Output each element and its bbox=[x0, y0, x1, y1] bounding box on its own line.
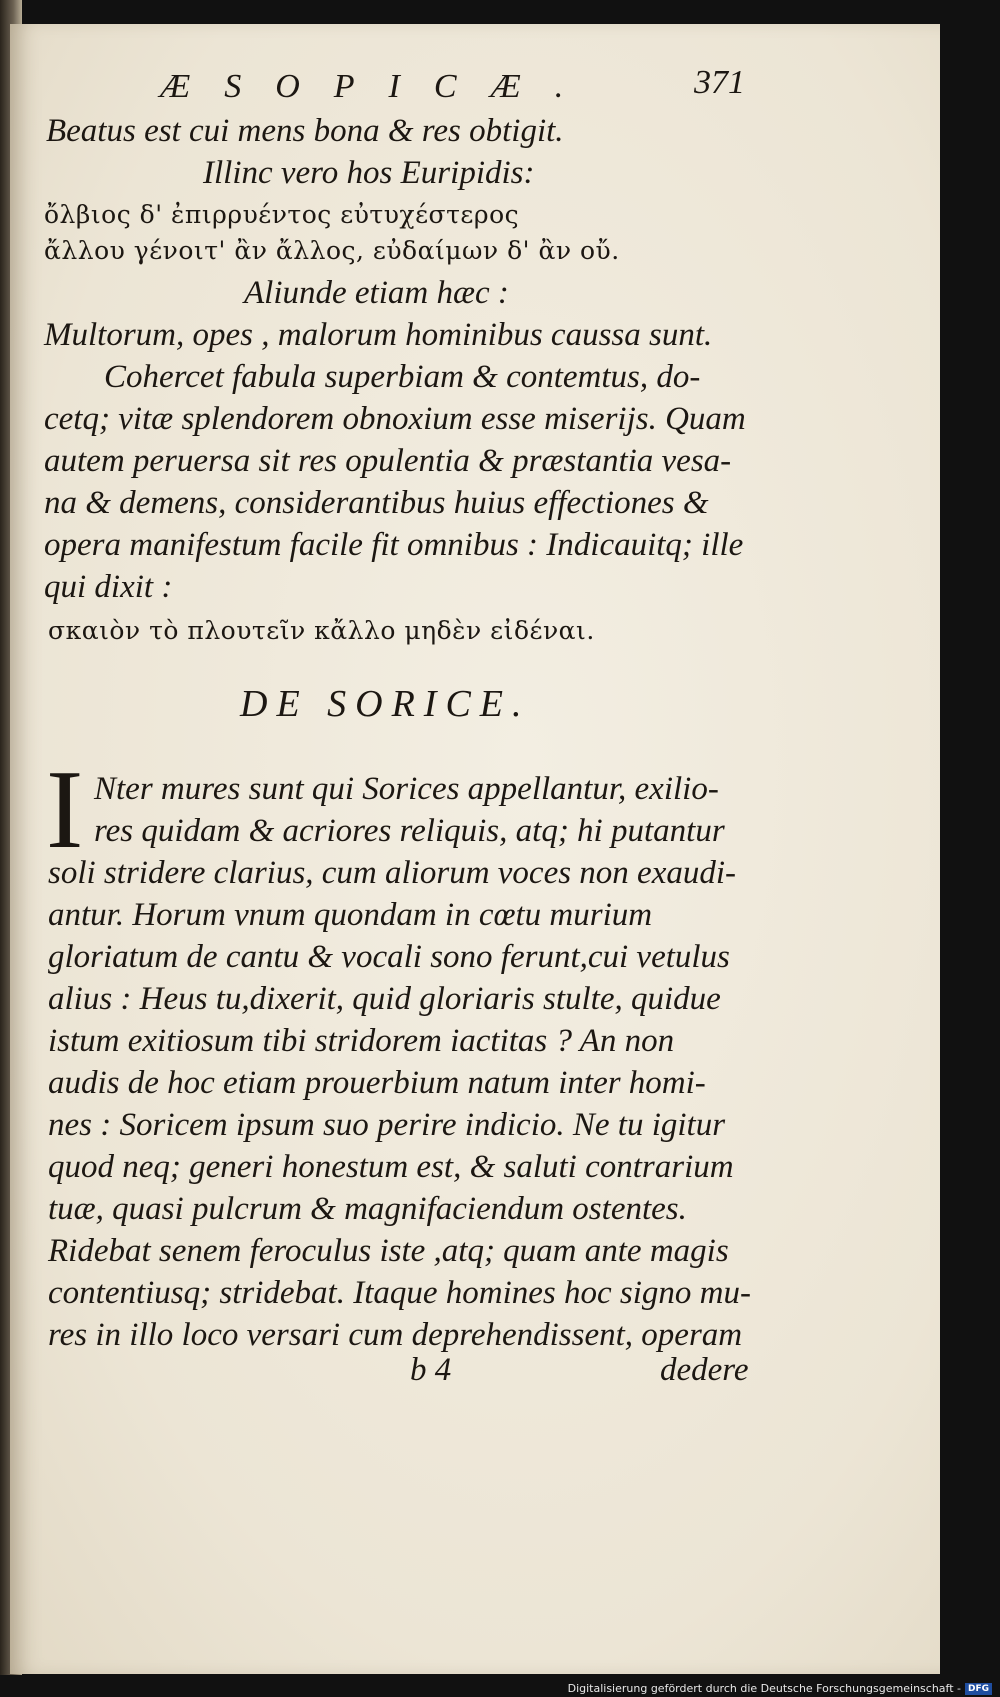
text-line: tuæ, quasi pulcrum & magnifaciendum ostentes. bbox=[48, 1191, 687, 1227]
text-line: soli stridere clarius, cum aliorum voces non exaudi- bbox=[48, 855, 737, 891]
text-line: cetq; vitæ splendorem obnoxium esse miserijs. Quam bbox=[44, 401, 746, 437]
text-line: opera manifestum facile fit omnibus : Indicauitq; ille bbox=[44, 527, 744, 563]
text-line: antur. Horum vnum quondam in cœtu murium bbox=[48, 897, 653, 933]
section-title: DE SORICE. bbox=[240, 683, 531, 725]
text-line: Ridebat senem feroculus iste ,atq; quam ante magis bbox=[48, 1233, 729, 1269]
digitization-credit bbox=[568, 1682, 992, 1695]
text-line: Illinc vero hos Euripidis: bbox=[203, 155, 535, 191]
greek-line: ἄλλου γένοιτ' ἂν ἄλλος, εὐδαίμων δ' ἂν οὔ. bbox=[44, 236, 620, 265]
text-line: gloriatum de cantu & vocali sono ferunt,cui vetulus bbox=[48, 939, 730, 975]
text-line: nes : Soricem ipsum suo perire indicio. Ne tu igitur bbox=[48, 1107, 726, 1143]
text-line: Aliunde etiam hæc : bbox=[244, 275, 509, 311]
text-line: autem peruersa sit res opulentia & præstantia vesa- bbox=[44, 443, 732, 479]
text-line: res in illo loco versari cum deprehendissent, operam bbox=[48, 1317, 743, 1353]
text-line: quod neq; generi honestum est, & saluti contrarium bbox=[48, 1149, 734, 1185]
page-number: 371 bbox=[694, 64, 745, 101]
text-line: qui dixit : bbox=[44, 569, 173, 605]
text-line: Cohercet fabula superbiam & contemtus, do- bbox=[104, 359, 701, 395]
greek-line: ὄλβιος δ' ἐπιρρυέντος εὐτυχέστερος bbox=[44, 200, 520, 229]
signature-mark: b 4 bbox=[410, 1352, 452, 1388]
text-line: contentiusq; stridebat. Itaque homines hoc signo mu- bbox=[48, 1275, 751, 1311]
credit-text: Digitalisierung gefördert durch die Deutsche Forschungsgemeinschaft - bbox=[567, 1682, 961, 1695]
catchword: dedere bbox=[660, 1352, 749, 1388]
text-line: audis de hoc etiam prouerbium natum inter homi- bbox=[48, 1065, 706, 1101]
text-line: alius : Heus tu,dixerit, quid gloriaris stulte, quidue bbox=[48, 981, 721, 1017]
text-line: res quidam & acriores reliquis, atq; hi putantur bbox=[94, 813, 725, 849]
text-line: Beatus est cui mens bona & res obtigit. bbox=[46, 113, 564, 149]
text-line: Multorum, opes , malorum hominibus caussa sunt. bbox=[44, 317, 713, 353]
text-line: Nter mures sunt qui Sorices appellantur, exilio- bbox=[94, 771, 719, 807]
greek-line: σκαιὸν τὸ πλουτεῖν κἄλλο μηδὲν εἰδέναι. bbox=[48, 616, 595, 645]
drop-cap-initial: I bbox=[46, 748, 84, 872]
text-line: na & demens, considerantibus huius effectiones & bbox=[44, 485, 709, 521]
text-line: istum exitiosum tibi stridorem iactitas ? An non bbox=[48, 1023, 675, 1059]
dfg-logo: DFG bbox=[965, 1683, 992, 1695]
running-title: ÆSOPICÆ. bbox=[160, 68, 598, 105]
